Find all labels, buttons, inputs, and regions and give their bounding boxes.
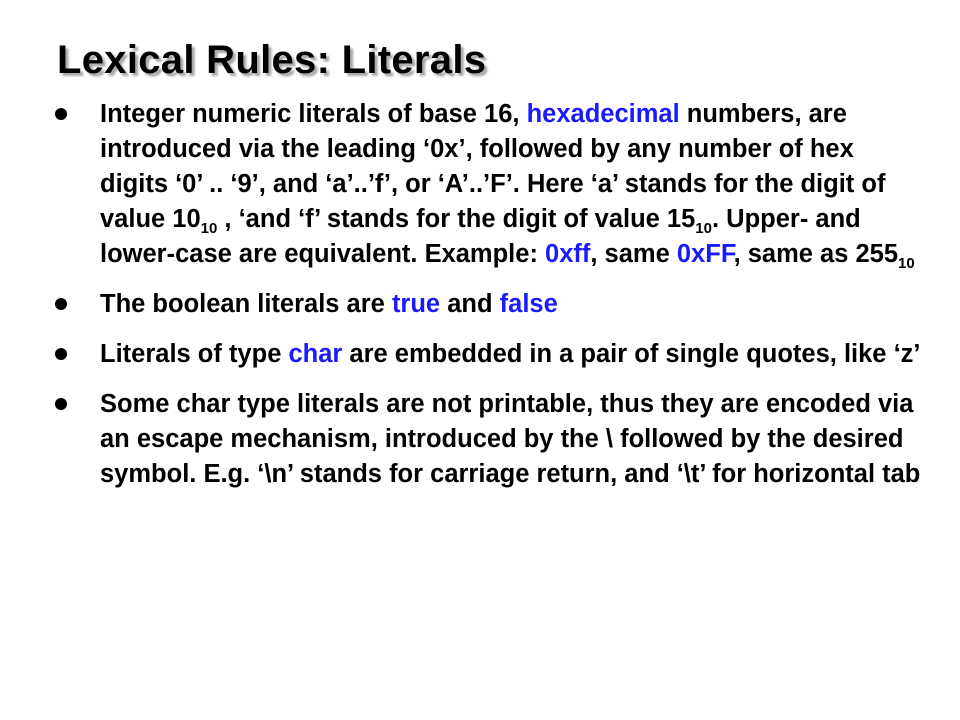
bullet-text: and <box>440 290 500 318</box>
bullet-text: Some char type literals are not printable, thus they are encoded via an escape mechanism, introduced by the \ followed by the desired symbol. E.g. ‘\n’ stands for carriage return, and ‘\t’ for horizontal tab <box>100 390 921 488</box>
bullet-text: , same <box>590 240 677 268</box>
slide-title: Lexical Rules: Literals <box>57 38 487 82</box>
highlight-term: 0xFF <box>676 240 734 268</box>
bullet-text: Integer numeric literals of base 16, <box>100 100 527 128</box>
bullet-icon <box>55 348 67 360</box>
bullet-list <box>55 97 925 507</box>
bullet-item-escape-sequences <box>55 387 925 492</box>
subscript: 10 <box>898 255 915 272</box>
highlight-term: char <box>288 340 343 368</box>
bullet-text: Literals of type <box>100 340 289 368</box>
highlight-term: true <box>391 290 441 318</box>
highlight-term: false <box>499 290 558 318</box>
subscript: 10 <box>695 220 712 237</box>
bullet-item-char-literals <box>55 337 925 372</box>
bullet-text: , same as 255 <box>733 240 899 268</box>
highlight-term: hexadecimal <box>526 100 680 128</box>
bullet-text: The boolean literals are <box>100 290 392 318</box>
bullet-text: are embedded in a pair of single quotes, like ‘z’ <box>342 340 921 368</box>
bullet-item-boolean-literals <box>55 287 925 322</box>
bullet-icon <box>55 108 67 120</box>
bullet-text: . Upper- and lower-case are equivalent. Example: <box>100 205 861 268</box>
subscript: 10 <box>200 220 218 237</box>
bullet-icon <box>55 398 67 410</box>
bullet-text: , ‘and ‘f’ stands for the digit of value 15 <box>217 205 696 233</box>
highlight-term: 0xff <box>545 240 591 268</box>
bullet-icon <box>55 298 67 310</box>
bullet-item-hex-literals <box>55 97 925 272</box>
bullet-text: numbers, are introduced via the leading ‘0x’, followed by any number of hex digits ‘0’ .. ‘9’, and ‘a’..’f’, or ‘A’..’F’. Here ‘a’ stands for the digit of value 10 <box>100 100 886 233</box>
